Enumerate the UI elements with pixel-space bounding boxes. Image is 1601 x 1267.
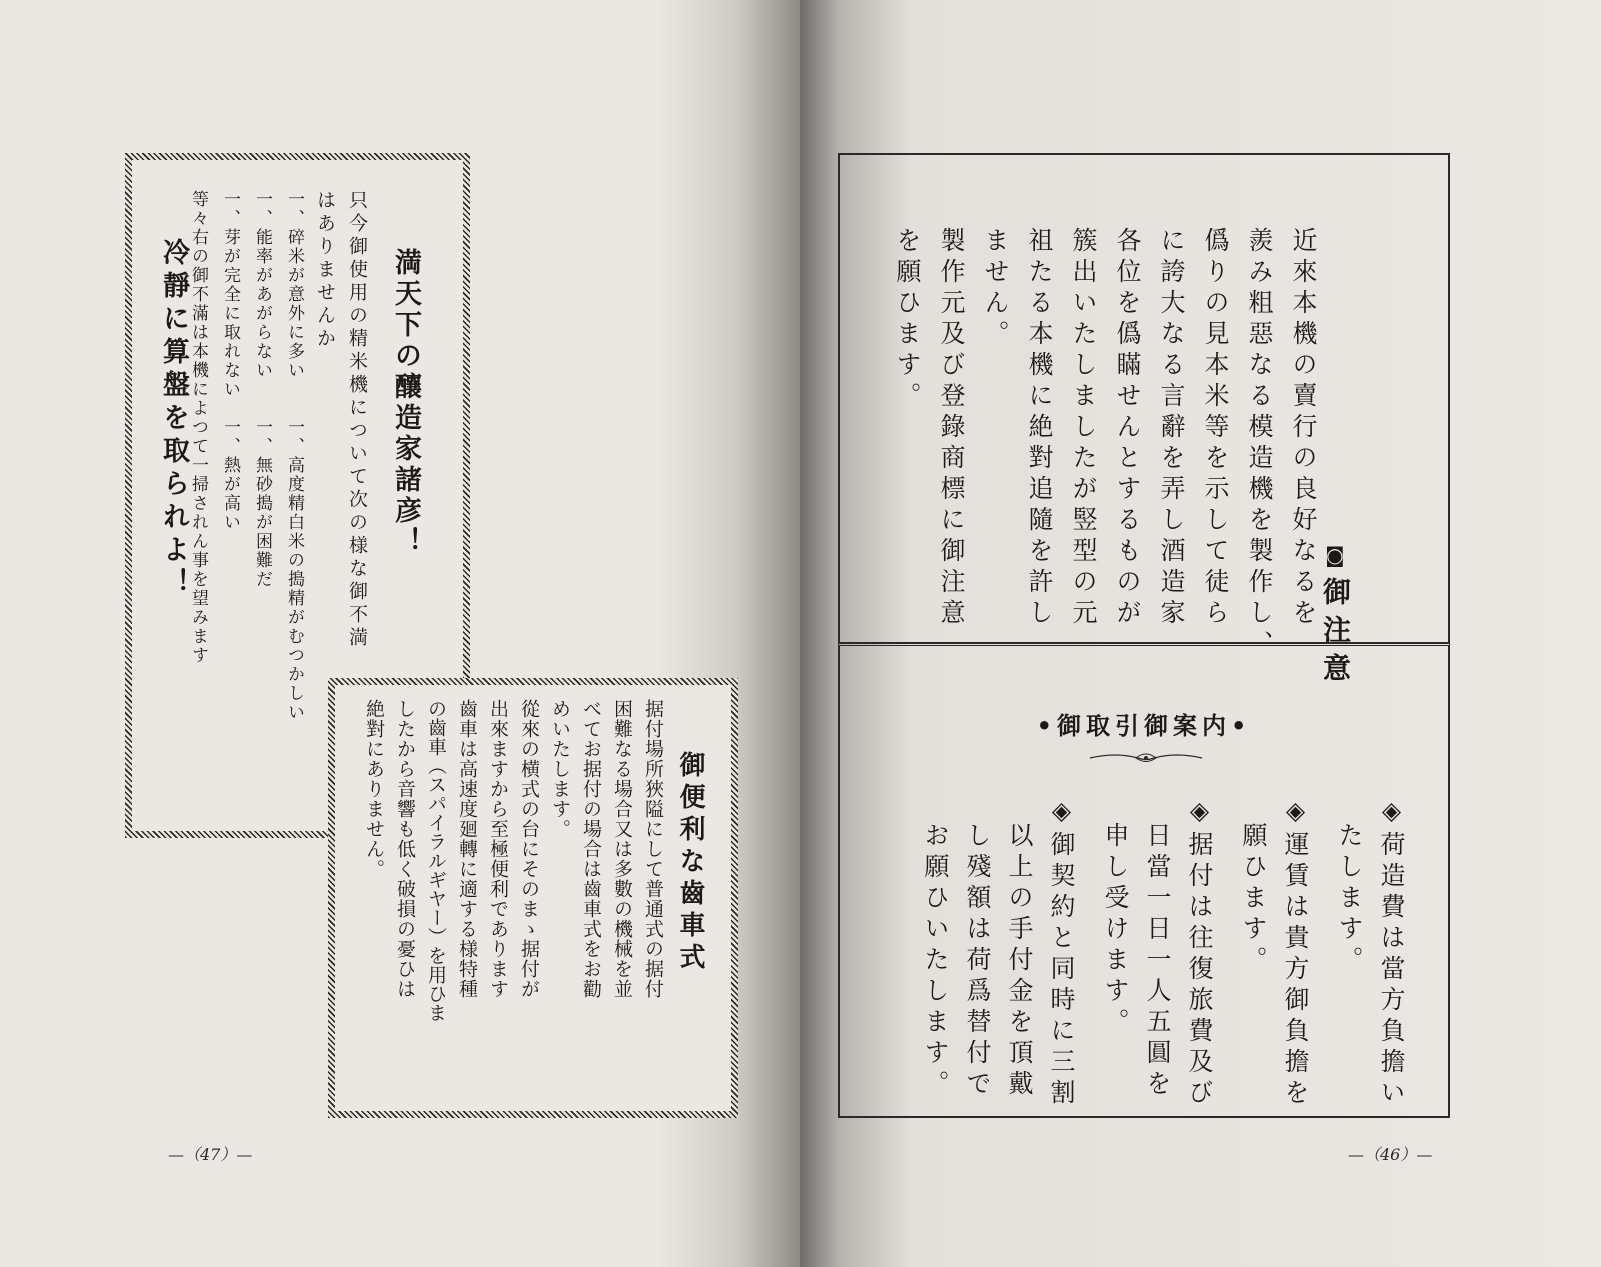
left-page (0, 0, 800, 1267)
notice-line: 羨み粗惡なる模造機を製作し、 (1245, 227, 1274, 661)
notice-line: に誇大なる言辭を弄し酒造家 (1157, 227, 1186, 630)
guide-line: 以上の手付金を頂戴 (1005, 822, 1034, 1101)
gear-type-line: 從來の横式の台にそのまゝ据付が (518, 699, 540, 999)
guide-line: 申し受けます。 (1101, 822, 1130, 1039)
gear-type-line: 絶對にありません。 (363, 699, 385, 879)
notice-line: 僞りの見本米等を示して徒ら (1201, 227, 1230, 630)
guide-line: たします。 (1335, 822, 1364, 977)
complaints-line: 一、芽が完全に取れない 一、熱が高い (220, 190, 240, 532)
gear-type-line: 出來ますから至極便利であります (487, 699, 509, 999)
right-page (800, 0, 1601, 1267)
complaints-line: はありませんか (314, 190, 336, 351)
notice-mark-icon: ◙ (1323, 543, 1347, 577)
guide-line: ◈据付は往復旅費及び (1185, 796, 1214, 1110)
gear-type-line: めいたします。 (549, 699, 571, 839)
guide-body (868, 796, 1408, 1110)
complaints-line: 一、能率があがらない 一、無砂搗が困難だ (252, 190, 272, 589)
notice-line: 簇出いたしましたが竪型の元 (1069, 227, 1098, 630)
guide-line: ◈御契約と同時に三割 (1047, 796, 1076, 1110)
complaints-title: 満天下の釀造家諸彦！ (390, 248, 421, 558)
gear-type-line: 齒車は高速度廻轉に適する様特種 (456, 699, 478, 999)
notice-line: 各位を僞瞞せんとするものが (1113, 227, 1142, 630)
notice-line: 祖たる本機に絶對追隨を許し (1025, 227, 1054, 630)
complaints-line: 只今御使用の精米機について次の様な御不満 (346, 190, 368, 650)
notice-body (860, 227, 1320, 661)
guide-line: ◈運賃は貴方御負擔を (1281, 796, 1310, 1110)
page-number-left: —（47）— (168, 1145, 253, 1164)
gear-type-line: べてお据付の場合は齒車式をお勸 (580, 699, 602, 999)
gear-type-line: したから音響も低く破損の憂ひは (394, 699, 416, 999)
notice-title-text: 御注意 (1319, 577, 1352, 691)
gear-type-line: 据付場所狹隘にして普通式の据付 (642, 699, 664, 999)
notice-line: 近來本機の賣行の良好なるを (1289, 227, 1318, 630)
guide-title: •御取引御案内• (1036, 712, 1252, 740)
guide-line: し殘額は荷爲替付で (963, 822, 992, 1101)
guide-line: 日當一日一人五圓を (1143, 822, 1172, 1101)
notice-box (838, 153, 1450, 691)
ornament-divider (1086, 748, 1206, 768)
notice-line: ません。 (981, 227, 1010, 351)
guide-line: 願ひます。 (1239, 822, 1268, 977)
slogan-text: 冷靜に算盤を取られよ！ (158, 238, 189, 601)
guide-line: お願ひいたします。 (921, 822, 950, 1101)
gear-type-line: 困難なる場合又は多數の機械を並 (611, 699, 633, 999)
guide-line: ◈荷造費は當方負擔い (1377, 796, 1406, 1110)
guide-box (838, 643, 1450, 1118)
page-number-right: —（46）— (1348, 1145, 1433, 1164)
notice-line: 製作元及び登錄商標に御注意 (937, 227, 966, 630)
gear-type-box (328, 678, 738, 1118)
complaints-line: 等々右の御不滿は本機によつて一掃されん事を望みます (188, 190, 208, 665)
gear-type-line: の齒車（スパイラルギヤー）を用ひま (425, 699, 447, 1022)
notice-line: を願ひます。 (893, 227, 922, 413)
complaints-line: 一、碎米が意外に多い 一、高度精白米の搗精がむつかしい (284, 190, 304, 722)
gear-type-title: 御便利な齒車式 (675, 751, 705, 975)
